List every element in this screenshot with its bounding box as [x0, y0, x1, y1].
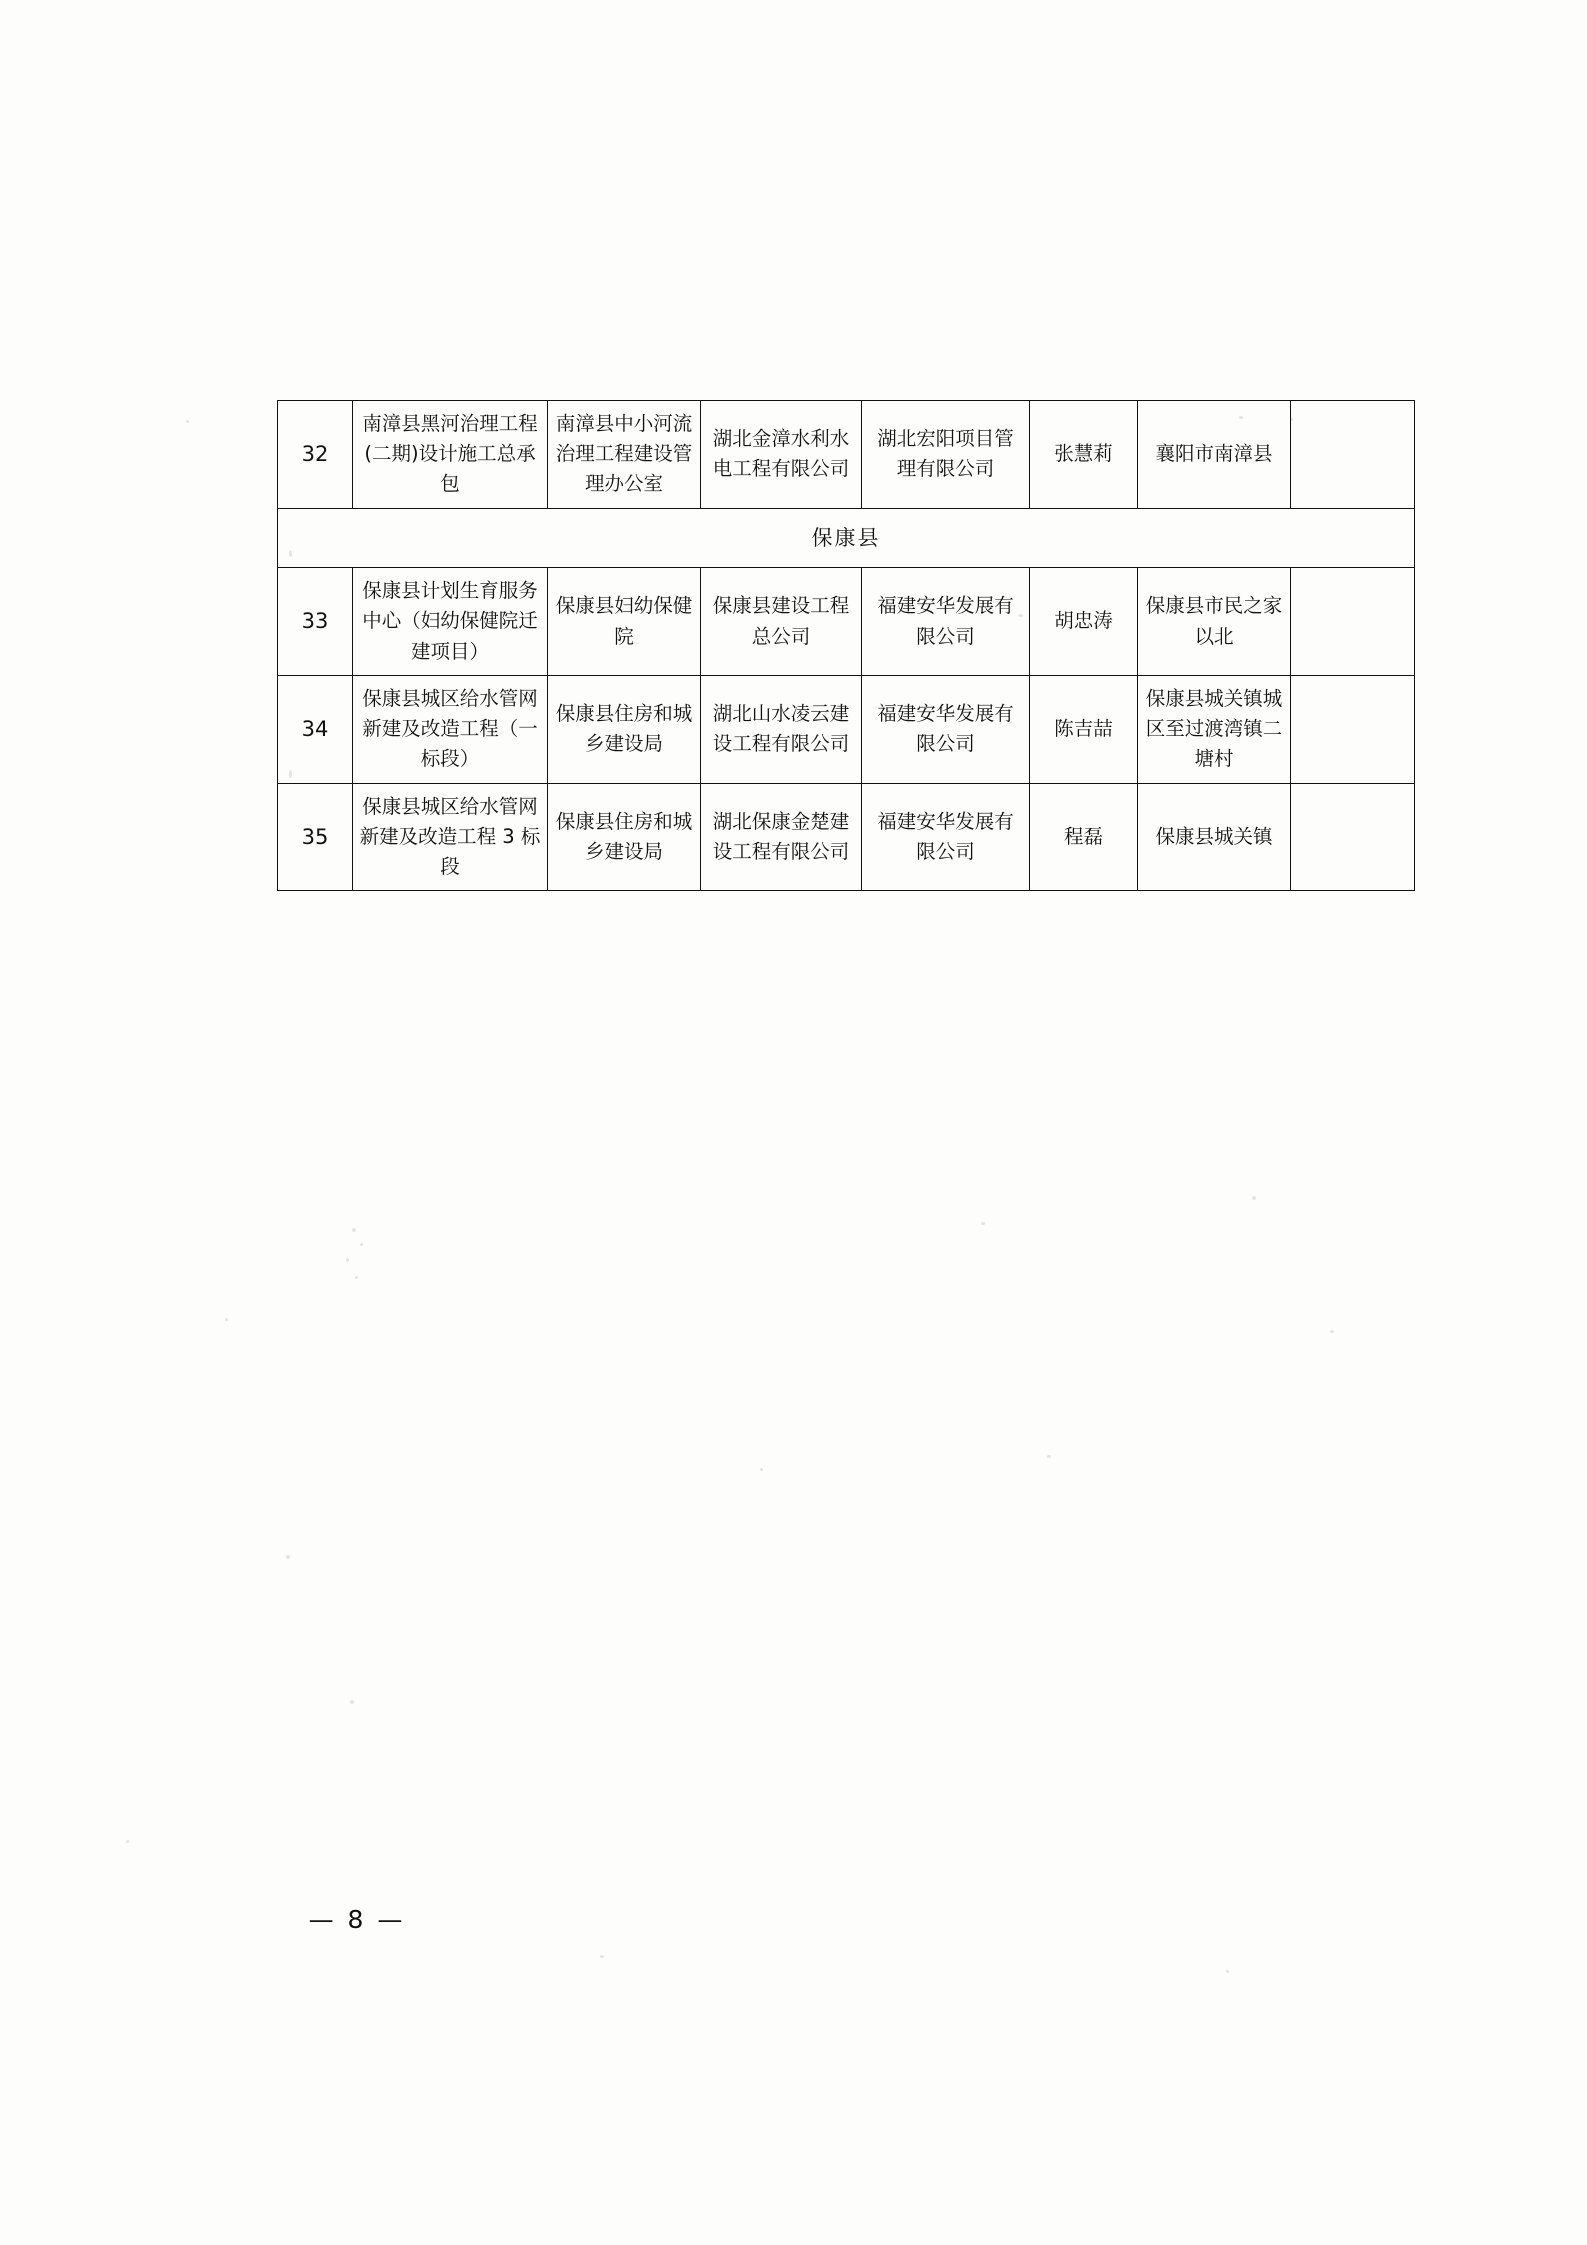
row-person: 程磊 [1030, 783, 1138, 891]
row-index: 32 [278, 401, 353, 509]
scan-speck [355, 1276, 358, 1279]
row-remark [1291, 401, 1415, 509]
scan-speck [760, 1468, 763, 1471]
row-contractor: 湖北保康金楚建设工程有限公司 [701, 783, 862, 891]
row-remark [1291, 568, 1415, 676]
scan-speck [1330, 1330, 1334, 1333]
row-supervisor: 湖北宏阳项目管理有限公司 [862, 401, 1030, 509]
row-index: 33 [278, 568, 353, 676]
scan-speck [1047, 1455, 1051, 1458]
row-person: 张慧莉 [1030, 401, 1138, 509]
scan-speck [1226, 1970, 1229, 1973]
row-location: 保康县市民之家以北 [1138, 568, 1291, 676]
row-remark [1291, 783, 1415, 891]
row-location: 襄阳市南漳县 [1138, 401, 1291, 509]
row-contractor: 保康县建设工程总公司 [701, 568, 862, 676]
row-contractor: 湖北金漳水利水电工程有限公司 [701, 401, 862, 509]
table-row [278, 401, 1415, 509]
section-title: 保康县 [278, 508, 1415, 568]
row-supervisor: 福建安华发展有限公司 [862, 568, 1030, 676]
project-list-table [277, 400, 1415, 891]
scan-speck [360, 1243, 363, 1246]
table-section-row [278, 508, 1415, 568]
scan-speck [981, 1222, 985, 1225]
row-index: 35 [278, 783, 353, 891]
row-project: 南漳县黑河治理工程(二期)设计施工总承包 [353, 401, 548, 509]
scan-speck [126, 1840, 129, 1843]
row-project: 保康县城区给水管网新建及改造工程（一标段） [353, 675, 548, 783]
row-location: 保康县城关镇城区至过渡湾镇二塘村 [1138, 675, 1291, 783]
row-owner: 南漳县中小河流治理工程建设管理办公室 [548, 401, 701, 509]
row-supervisor: 福建安华发展有限公司 [862, 783, 1030, 891]
scan-speck [600, 1955, 604, 1958]
table-row [278, 783, 1415, 891]
row-owner: 保康县妇幼保健院 [548, 568, 701, 676]
row-remark [1291, 675, 1415, 783]
row-location: 保康县城关镇 [1138, 783, 1291, 891]
row-project: 保康县计划生育服务中心（妇幼保健院迁建项目） [353, 568, 548, 676]
table-body [278, 401, 1415, 891]
row-contractor: 湖北山水凌云建设工程有限公司 [701, 675, 862, 783]
table-row [278, 568, 1415, 676]
row-project: 保康县城区给水管网新建及改造工程 3 标段 [353, 783, 548, 891]
page-number: — 8 — [308, 1905, 406, 1934]
scan-speck [1252, 1196, 1256, 1200]
scan-speck [186, 420, 189, 423]
row-supervisor: 福建安华发展有限公司 [862, 675, 1030, 783]
row-person: 陈吉喆 [1030, 675, 1138, 783]
scan-speck [286, 1555, 290, 1559]
row-index: 34 [278, 675, 353, 783]
scan-speck [346, 1258, 349, 1262]
row-owner: 保康县住房和城乡建设局 [548, 783, 701, 891]
row-owner: 保康县住房和城乡建设局 [548, 675, 701, 783]
scan-speck [352, 1228, 356, 1232]
row-person: 胡忠涛 [1030, 568, 1138, 676]
scan-speck [350, 1700, 354, 1704]
scan-speck [225, 1318, 228, 1321]
table-row [278, 675, 1415, 783]
